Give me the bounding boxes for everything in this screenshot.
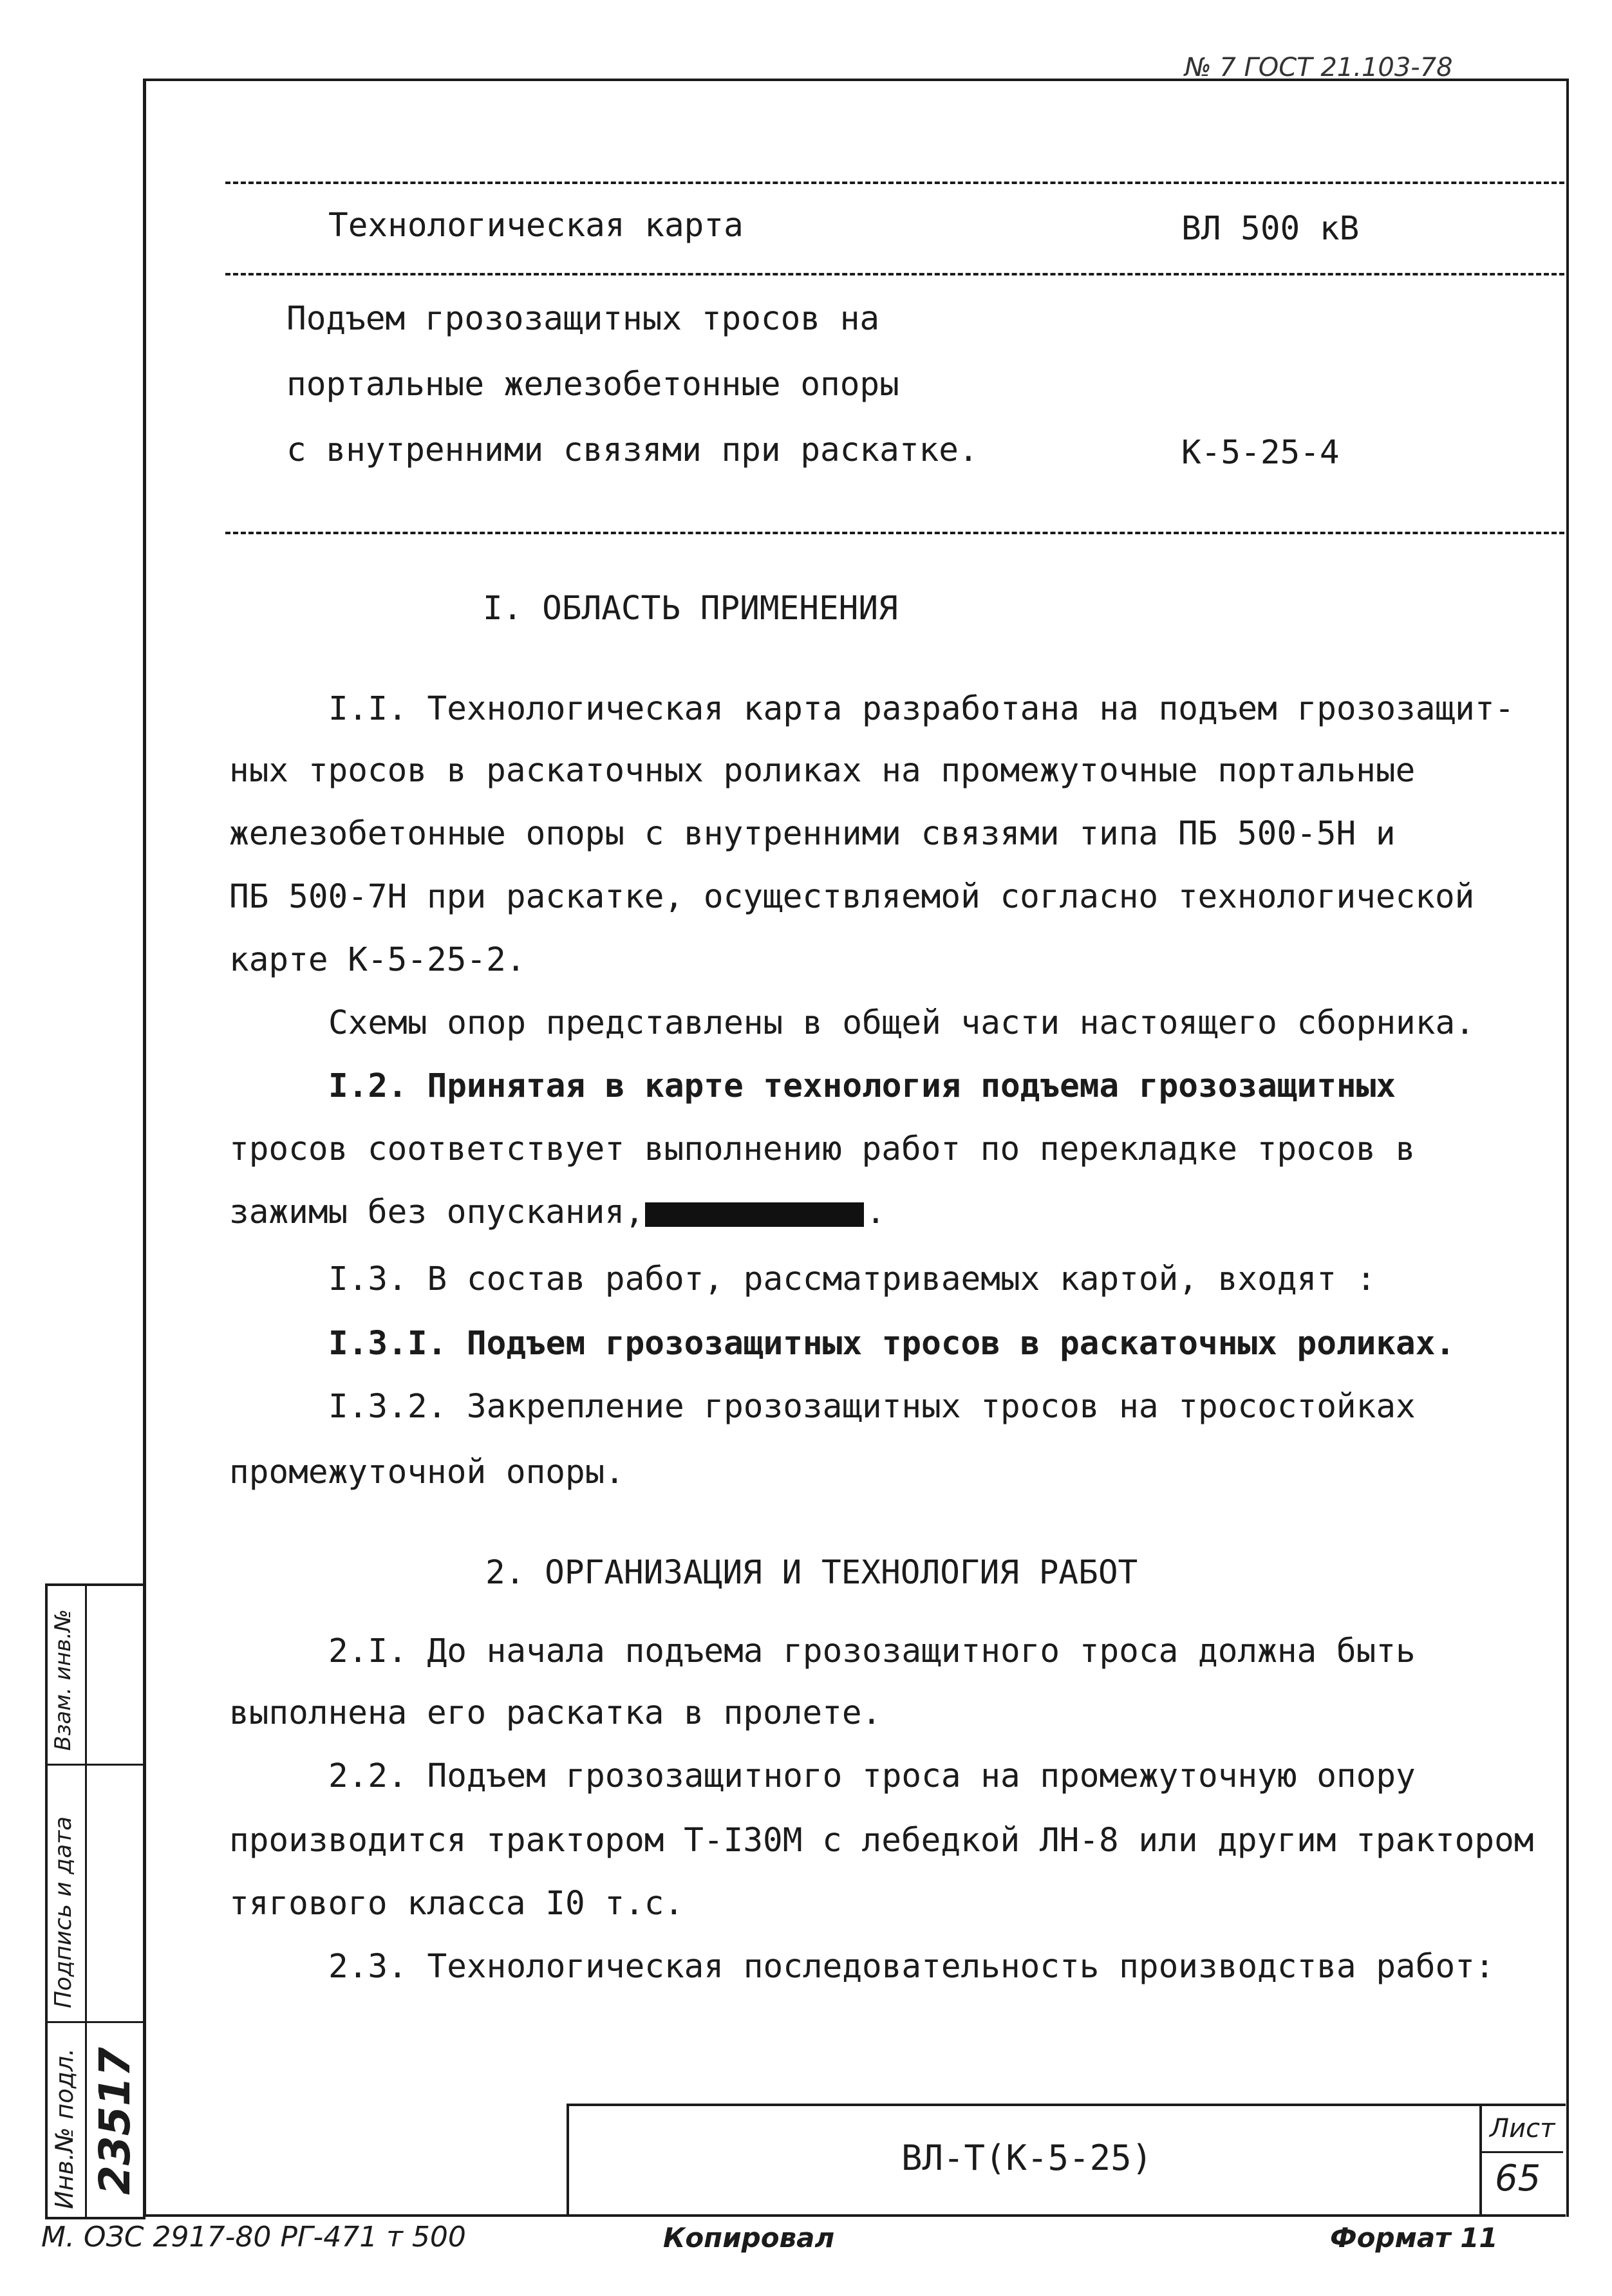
- stamp-sheet-divider: [1479, 2104, 1482, 2214]
- redaction-mark: [645, 1202, 864, 1227]
- s1-p6-line2: промежуточной опоры.: [229, 1453, 625, 1491]
- s2-p2-line2: производится трактором Т-I30М с лебедкой ЛН-8 или другим трактором: [229, 1822, 1534, 1860]
- side-stamp-row-divider-1: [45, 1764, 143, 1766]
- card-title: Технологическая карта: [328, 207, 744, 245]
- s1-p5: I.3.I. Подъем грозозащитных тросов в раскаточных роликах.: [328, 1325, 1456, 1363]
- card-code: К-5-25-4: [1181, 434, 1340, 472]
- section1-heading: I. ОБЛАСТЬ ПРИМЕНЕНИЯ: [483, 590, 898, 628]
- side-stamp-row-divider-2: [45, 2021, 143, 2023]
- stamp-sheet-label: Лист: [1490, 2114, 1555, 2143]
- stamp-sheet-number: 65: [1495, 2158, 1541, 2199]
- section2-heading: 2. ОРГАНИЗАЦИЯ И ТЕХНОЛОГИЯ РАБОТ: [485, 1554, 1138, 1592]
- s1-p1-line5: карте К-5-25-2.: [229, 941, 526, 979]
- side-stamp-column-divider: [85, 1583, 87, 2217]
- footer-format-label: Формат 11: [1330, 2222, 1498, 2254]
- s1-p1-line1: I.I. Технологическая карта разработана на подъем грозозащит-: [328, 690, 1515, 728]
- footer-order-note: М. ОЗС 2917-80 РГ-471 т 500: [41, 2221, 466, 2254]
- subject-line-3: с внутренними связями при раскатке.: [286, 431, 979, 469]
- stamp-doc-code: ВЛ-Т(К-5-25): [901, 2138, 1153, 2178]
- replace-inv-label: Взам. инв.№: [50, 1609, 76, 1751]
- s1-p3-end: .: [866, 1193, 886, 1231]
- top-right-note: № 7 ГОСТ 21.103-78: [1185, 53, 1453, 82]
- inv-number: 23517: [90, 2047, 140, 2195]
- s1-p6-line1: I.3.2. Закрепление грозозащитных тросов на тросостойках: [328, 1388, 1416, 1426]
- s1-p3-line1: I.2. Принятая в карте технология подъема грозозащитных: [328, 1067, 1396, 1105]
- inv-label: Инв.№ подл.: [50, 2048, 79, 2209]
- line-voltage: ВЛ 500 кВ: [1181, 210, 1360, 248]
- s1-p3-line2: тросов соответствует выполнению работ по перекладке тросов в: [229, 1130, 1416, 1168]
- s1-p1-line2: ных тросов в раскаточных роликах на промежуточные портальные: [229, 752, 1416, 790]
- s2-p2-line3: тягового класса I0 т.с.: [229, 1885, 684, 1923]
- header-divider-top: [225, 182, 1564, 184]
- s1-p1-line3: железобетонные опоры с внутренними связями типа ПБ 500-5Н и: [229, 815, 1396, 853]
- s1-p4: I.3. В состав работ, рассматриваемых картой, входят :: [328, 1260, 1376, 1298]
- header-divider-bottom: [225, 532, 1564, 534]
- s1-p2: Схемы опор представлены в общей части настоящего сборника.: [328, 1004, 1475, 1042]
- s2-p3: 2.3. Технологическая последовательность производства работ:: [328, 1948, 1495, 1986]
- frame-bottom-line: [143, 2214, 1566, 2217]
- s1-p1-line4: ПБ 500-7Н при раскатке, осуществляемой согласно технологической: [229, 878, 1475, 916]
- header-divider-middle: [225, 273, 1564, 275]
- s2-p2-line1: 2.2. Подъем грозозащитного троса на промежуточную опору: [328, 1757, 1416, 1795]
- s2-p1-line1: 2.I. До начала подъема грозозащитного троса должна быть: [328, 1632, 1416, 1670]
- s2-p1-line2: выполнена его раскатка в пролете.: [229, 1694, 882, 1732]
- s1-p3-line3: зажимы без опускания,: [229, 1193, 644, 1231]
- sign-date-label: Подпись и дата: [50, 1816, 77, 2008]
- stamp-sheet-row-divider: [1479, 2151, 1563, 2153]
- subject-line-2: портальные железобетонные опоры: [286, 366, 899, 404]
- subject-line-1: Подъем грозозащитных тросов на: [286, 300, 880, 338]
- footer-copied-label: Копировал: [663, 2222, 835, 2254]
